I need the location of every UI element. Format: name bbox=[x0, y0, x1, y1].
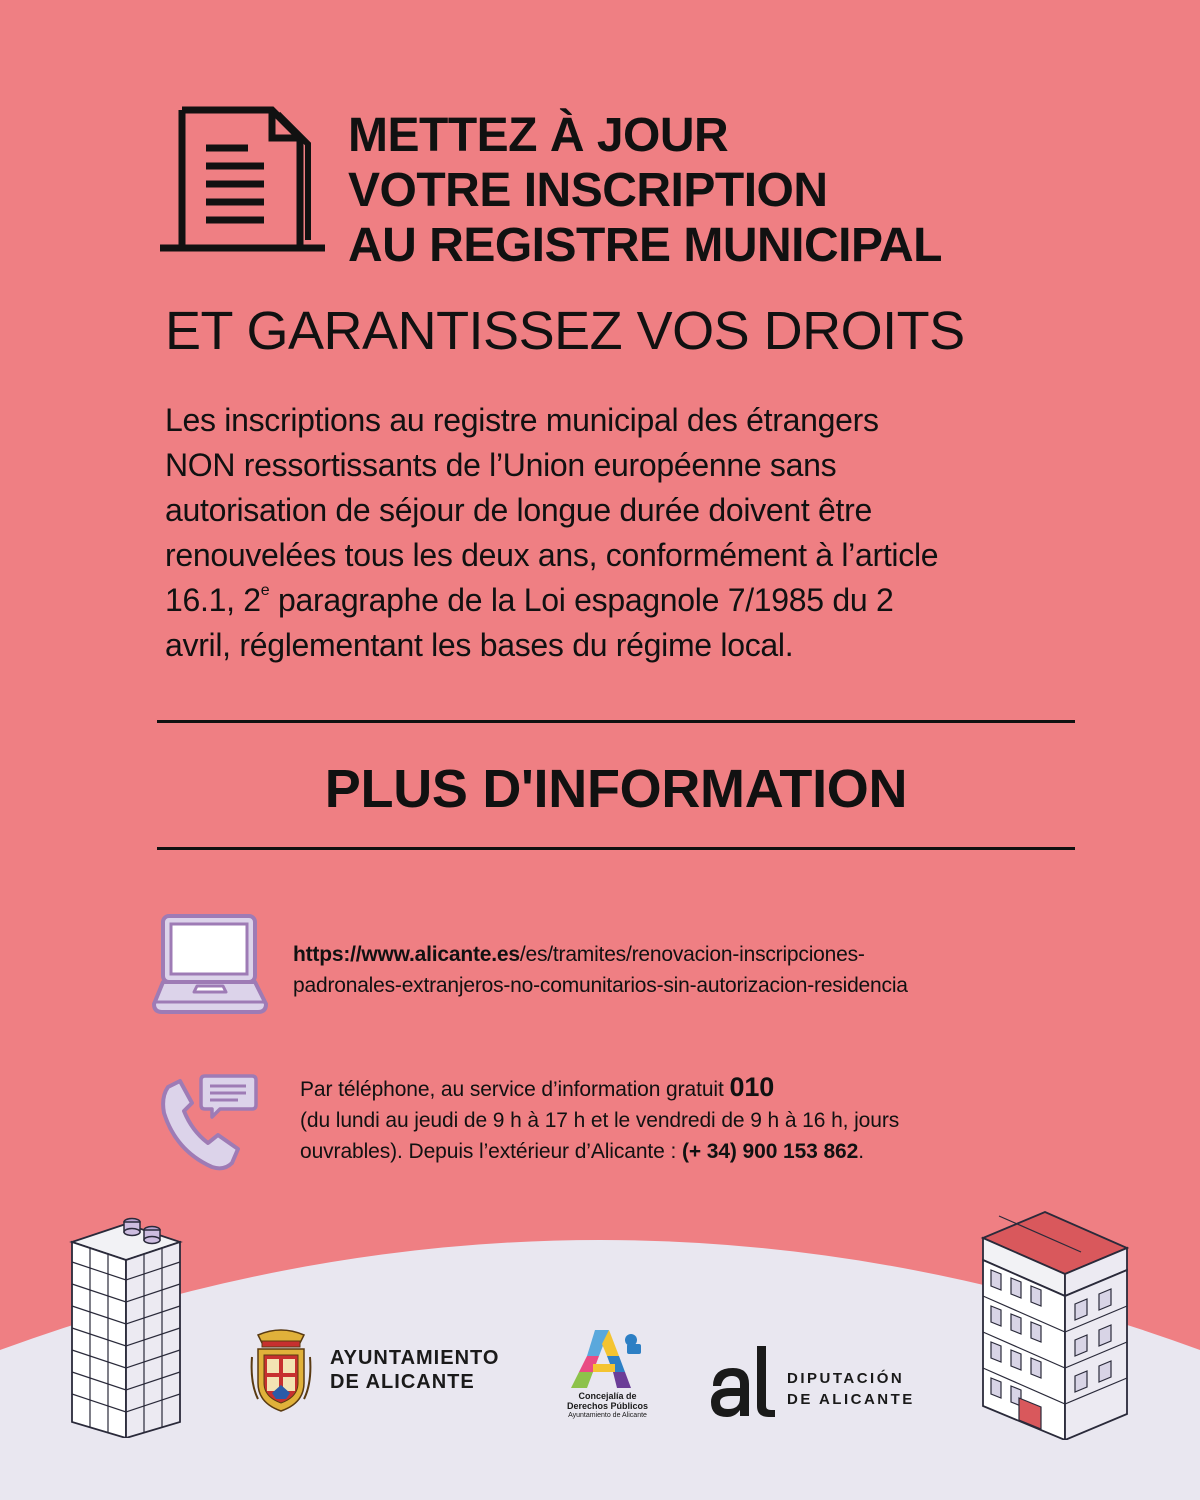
concejalia-name bbox=[540, 1391, 675, 1421]
body-line-1: Les inscriptions au registre municipal des étrangers bbox=[165, 402, 879, 438]
info-title: PLUS D'INFORMATION bbox=[324, 759, 908, 819]
url-line-1 bbox=[293, 939, 908, 970]
url-path: /es/tramites/renovacion-inscripciones- bbox=[519, 943, 865, 966]
phone-number-international[interactable]: (+ 34) 900 153 862 bbox=[681, 1140, 859, 1163]
url-line-2: padronales-extranjeros-no-comunitarios-sin-autorizacion-residencia bbox=[293, 974, 908, 997]
phone-chat-icon bbox=[158, 1073, 268, 1173]
phone-line-2: (du lundi au jeudi de 9 h à 17 h et le vendredi de 9 h à 16 h, jours bbox=[300, 1109, 900, 1132]
subtitle: ET GARANTISSEZ VOS DROITS bbox=[165, 301, 965, 361]
body-line-5-start: 16.1, 2 bbox=[165, 582, 261, 618]
headline bbox=[348, 108, 942, 273]
body-line-4: renouvelées tous les deux ans, conformément à l’article bbox=[165, 537, 939, 573]
laptop-icon bbox=[152, 912, 268, 1020]
body-paragraph bbox=[165, 398, 1090, 668]
concejalia-line-2: Derechos Públicos bbox=[566, 1401, 649, 1411]
body-line-3: autorisation de séjour de longue durée doivent être bbox=[165, 492, 872, 528]
phone-line-1 bbox=[300, 1072, 1100, 1105]
phone-intro: Par téléphone, au service d’information gratuit bbox=[300, 1078, 730, 1101]
body-line-5 bbox=[165, 578, 1090, 623]
diputacion-line-2: DE ALICANTE bbox=[787, 1391, 915, 1408]
body-line-6: avril, réglementant les bases du régime local. bbox=[165, 627, 794, 663]
concejalia-line-3: Ayuntamiento de Alicante bbox=[568, 1412, 647, 1419]
website-link[interactable] bbox=[293, 939, 908, 1001]
headline-line-3: AU REGISTRE MUNICIPAL bbox=[348, 219, 942, 272]
ayuntamiento-name bbox=[330, 1346, 499, 1394]
ayuntamiento-crest-icon bbox=[250, 1327, 312, 1417]
ordinal-superscript: e bbox=[260, 582, 270, 599]
diputacion-logo-icon bbox=[705, 1340, 777, 1425]
body-line-2: NON ressortissants de l’Union européenne sans bbox=[165, 447, 837, 483]
concejalia-logo-icon bbox=[565, 1326, 650, 1390]
diputacion-line-1: DIPUTACIÓN bbox=[787, 1370, 905, 1387]
body-line-5-end: paragraphe de la Loi espagnole 7/1985 du 2 bbox=[269, 582, 894, 618]
phone-line-3-end: . bbox=[858, 1140, 864, 1163]
divider-bottom bbox=[157, 847, 1075, 850]
headline-line-2: VOTRE INSCRIPTION bbox=[348, 164, 828, 217]
building-right-illustration bbox=[975, 1200, 1135, 1440]
url-domain: https://www.alicante.es bbox=[293, 943, 520, 966]
headline-line-1: METTEZ À JOUR bbox=[348, 109, 729, 162]
phone-line-3 bbox=[300, 1136, 1100, 1167]
document-icon bbox=[160, 100, 325, 260]
building-left-illustration bbox=[62, 1210, 190, 1438]
phone-abroad-intro: ouvrables). Depuis l’extérieur d’Alicante : bbox=[300, 1140, 682, 1163]
ayuntamiento-line-2: DE ALICANTE bbox=[330, 1371, 475, 1393]
phone-info bbox=[300, 1072, 1100, 1167]
concejalia-line-1: Concejalía de bbox=[578, 1391, 637, 1401]
diputacion-name bbox=[787, 1368, 915, 1410]
ayuntamiento-line-1: AYUNTAMIENTO bbox=[330, 1347, 500, 1369]
divider-top bbox=[157, 720, 1075, 723]
phone-number-010[interactable]: 010 bbox=[729, 1072, 775, 1102]
